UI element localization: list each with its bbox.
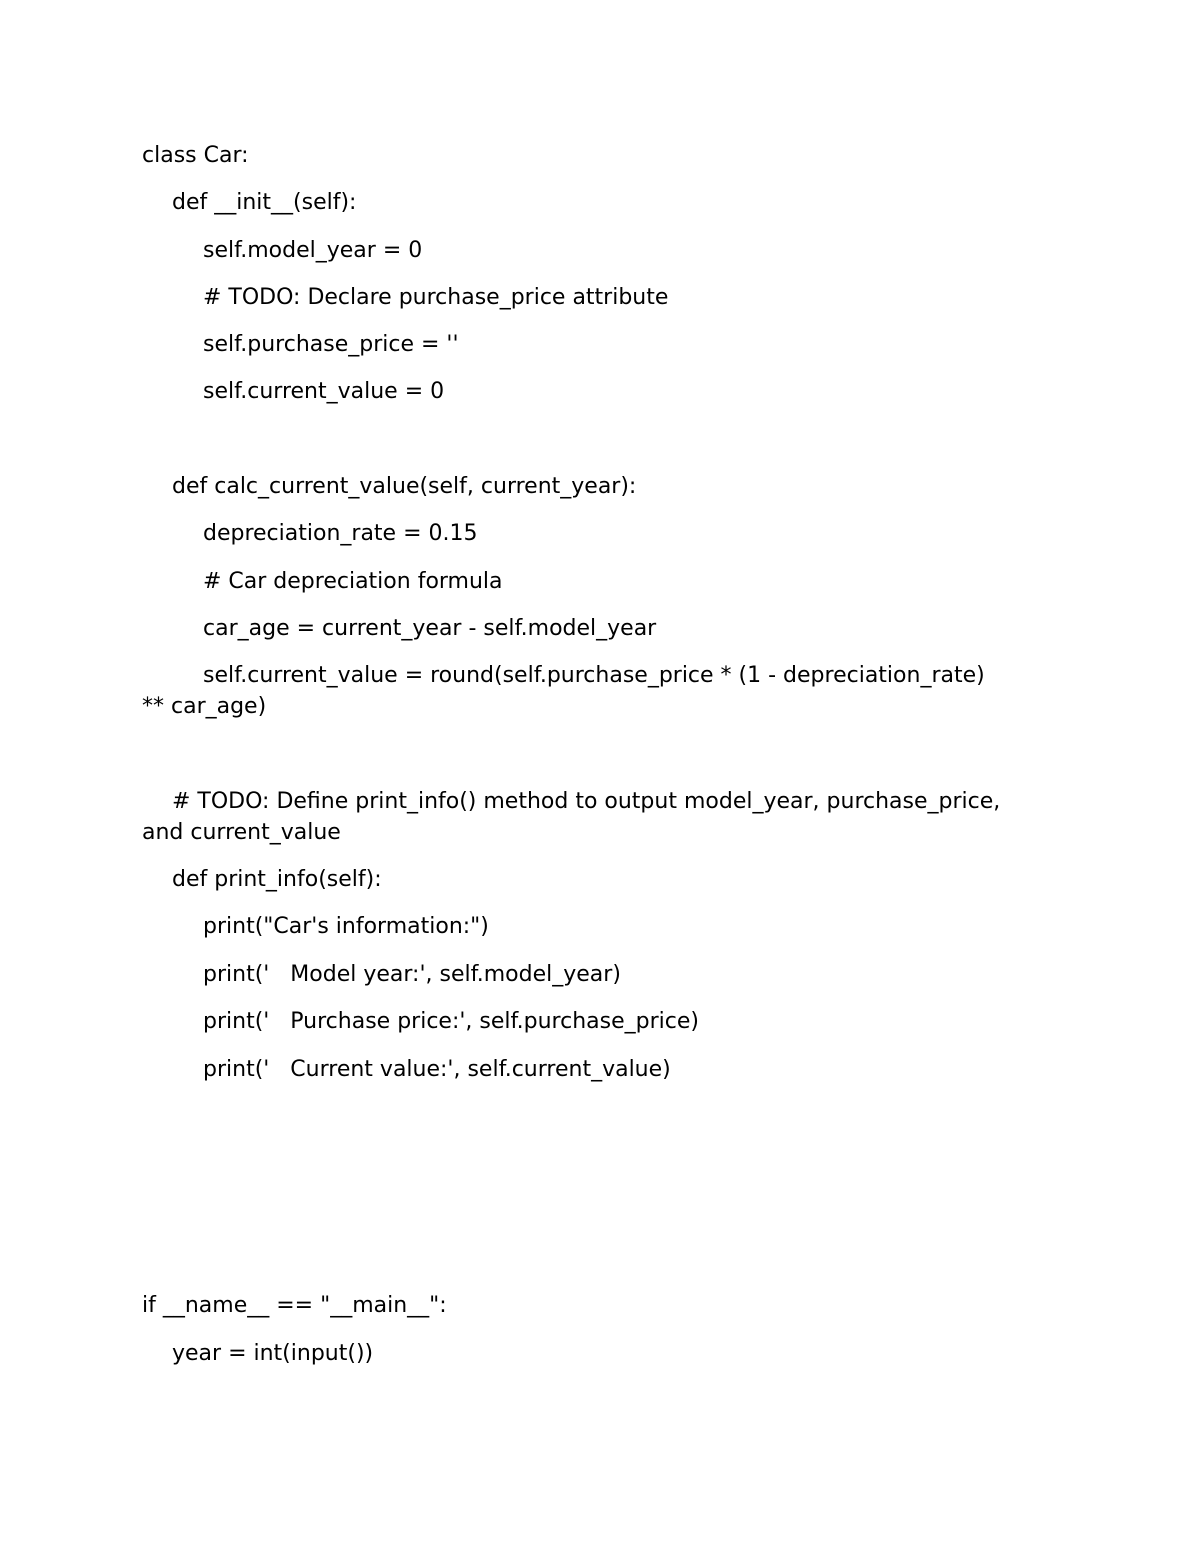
code-line-print-info-todo: # TODO: Define print_info() method to output model_year, purchase_price, and current_value	[142, 789, 1001, 845]
code-line-year-input: year = int(input())	[172, 1341, 374, 1366]
code-line-current-value-calc: self.current_value = round(self.purchase_price * (1 - depreciation_rate) ** car_age)	[142, 663, 985, 719]
code-line-main-guard: if __name__ == "__main__":	[142, 1293, 447, 1318]
code-line-print-purchase-price: print(' Purchase price:', self.purchase_price)	[203, 1009, 699, 1034]
code-line-print-header: print("Car's information:")	[203, 914, 489, 939]
code-line-print-model-year: print(' Model year:', self.model_year)	[203, 962, 621, 987]
code-line-init-def: def __init__(self):	[172, 190, 357, 215]
code-line-current-value: self.current_value = 0	[203, 379, 445, 404]
code-line-print-current-value: print(' Current value:', self.current_value)	[203, 1057, 671, 1082]
code-line-depreciation-rate: depreciation_rate = 0.15	[203, 521, 478, 546]
code-line-car-age: car_age = current_year - self.model_year	[203, 616, 657, 641]
code-line-todo-comment: # TODO: Declare purchase_price attribute	[203, 285, 669, 310]
code-line-formula-comment: # Car depreciation formula	[203, 569, 503, 594]
code-line-calc-def: def calc_current_value(self, current_year):	[172, 474, 637, 499]
code-line-purchase-price: self.purchase_price = ''	[203, 332, 459, 357]
code-line-class-def: class Car:	[142, 143, 249, 168]
code-line-print-info-def: def print_info(self):	[172, 867, 382, 892]
code-line-model-year: self.model_year = 0	[203, 238, 423, 263]
